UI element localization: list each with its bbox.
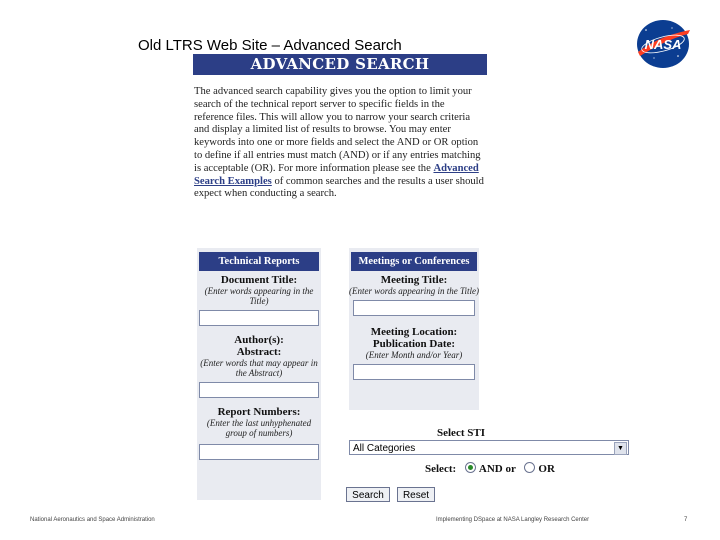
abstract-input[interactable] (199, 382, 319, 398)
or-radio[interactable] (524, 462, 535, 473)
intro-paragraph (194, 86, 486, 201)
footer-page-number: 7 (684, 517, 688, 523)
meeting-title-label: Meeting Title: (380, 274, 448, 286)
nasa-logo-text: NASA (644, 37, 682, 52)
nasa-logo (632, 16, 694, 72)
search-button[interactable]: Search (346, 487, 390, 502)
page-banner: ADVANCED SEARCH (193, 54, 487, 75)
meeting-location-label: Meeting Location: (370, 326, 458, 338)
reset-button[interactable]: Reset (397, 487, 435, 502)
select-mode-label: Select: (425, 463, 457, 475)
document-title-input[interactable] (199, 310, 319, 326)
report-numbers-input[interactable] (199, 444, 319, 460)
report-numbers-label: Report Numbers: (217, 406, 301, 418)
meetings-panel (349, 248, 479, 410)
chevron-down-icon[interactable]: ▼ (614, 442, 627, 455)
document-title-label: Document Title: (220, 274, 298, 286)
sti-category-select[interactable] (349, 440, 629, 455)
abstract-hint: (Enter words that may appear in the Abstract) (200, 358, 318, 378)
author-label: Author(s): (234, 334, 284, 346)
advanced-search-examples-link[interactable]: Advanced Search Examples (194, 162, 479, 187)
footer-presentation-title: Implementing DSpace at NASA Langley Research Center (436, 517, 590, 523)
publication-date-input[interactable] (353, 364, 475, 380)
or-radio-label: OR (538, 463, 555, 475)
sti-category-label: Select STI (437, 427, 485, 439)
intro-text: The advanced search capability gives you the option to limit your search of the technical report server to specific fields in the reference files. This will allow you to narrow your search criteria and display a limited list of results to browse. You may enter keywords into one or more fields and select the AND or OR option to define if all entries must match (AND) or if any entries matching is acceptable (OR). For more information please see the (194, 86, 481, 174)
meetings-header: Meetings or Conferences (351, 252, 477, 271)
technical-reports-panel (197, 248, 321, 500)
footer-organization: National Aeronautics and Space Administration (30, 517, 155, 523)
advanced-search-page (193, 54, 624, 504)
meeting-title-input[interactable] (353, 300, 475, 316)
report-numbers-hint: (Enter the last unhyphenated group of numbers) (206, 418, 312, 438)
publication-date-hint: (Enter Month and/or Year) (365, 350, 463, 360)
sti-category-value: All Categories (353, 443, 416, 454)
meeting-title-hint: (Enter words appearing in the Title) (349, 286, 479, 296)
intro-text-end: of common searches and the results a user should expect when conducting a search. (194, 175, 484, 200)
document-title-hint: (Enter words appearing in the Title) (204, 286, 314, 306)
abstract-label: Abstract: (236, 346, 282, 358)
publication-date-label: Publication Date: (372, 338, 456, 350)
and-radio[interactable] (465, 462, 476, 473)
select-mode-row (425, 462, 555, 475)
slide-title: Old LTRS Web Site – Advanced Search (138, 37, 402, 54)
technical-reports-header: Technical Reports (199, 252, 319, 271)
and-radio-label: AND or (478, 463, 516, 475)
